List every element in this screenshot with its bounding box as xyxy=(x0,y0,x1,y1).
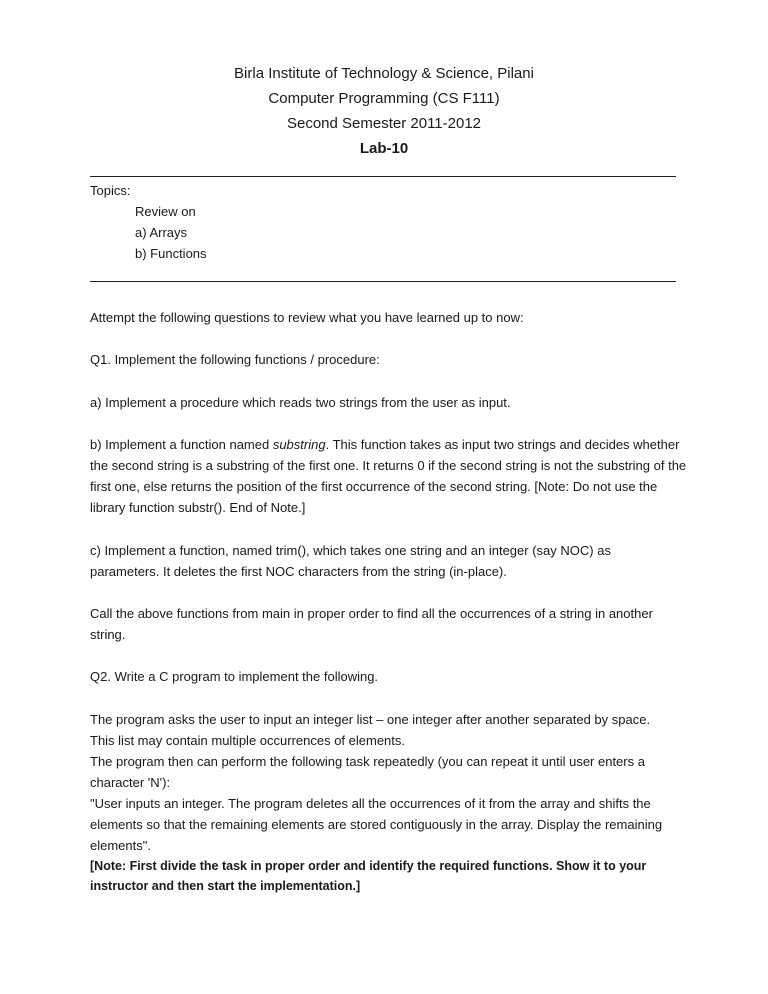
intro-text: Attempt the following questions to review what you have learned up to now: xyxy=(90,310,524,325)
q2-paragraph-1 xyxy=(90,709,658,751)
q2-note xyxy=(90,856,650,896)
semester-label: Second Semester 2011-2012 xyxy=(286,115,482,132)
q1c-text: c) Implement a function, named trim(), which takes one string and an integer (say NOC) as parameters. It deletes the first NOC characters from the string (in-place). xyxy=(90,543,611,579)
q1-title: Q1. Implement the following functions / procedure: xyxy=(90,352,380,367)
course-title: Computer Programming (CS F111) xyxy=(268,90,500,107)
q1-call-text: Call the above functions from main in proper order to find all the occurrences of a string in another string. xyxy=(90,606,653,642)
q1b-text xyxy=(90,434,690,518)
q1b-post: . This function takes as input two strings and decides whether the second string is a substring of the first one. It returns 0 if the second string is not the substring of the first one, else returns the position of the first occurrence of the second string. [Note: Do not use the library function substr(). End of Note.] xyxy=(90,437,687,515)
q1c-paragraph xyxy=(90,540,662,582)
institute-name: Birla Institute of Technology & Science, Pilani xyxy=(234,65,534,82)
topic-item: b) Functions xyxy=(135,246,207,261)
lab-number: Lab-10 xyxy=(359,140,409,157)
q2-note-text: [Note: First divide the task in proper order and identify the required functions. Show it to your instructor and then start the implementation.] xyxy=(90,859,647,893)
divider-top xyxy=(90,176,676,177)
q1b-function-name: substring xyxy=(272,437,326,452)
topics-title: Topics: xyxy=(90,183,131,198)
q2-p3-text: "User inputs an integer. The program deletes all the occurrences of it from the array and shifts the elements so that the remaining elements are stored contiguously in the array. Display the remaining elements". xyxy=(90,796,663,853)
q2-title: Q2. Write a C program to implement the following. xyxy=(90,669,379,684)
q2-p2-text: The program then can perform the following task repeatedly (you can repeat it until user enters a character 'N'): xyxy=(90,754,645,790)
q1b-pre: b) Implement a function named xyxy=(90,437,273,452)
q1-call-paragraph xyxy=(90,603,662,645)
divider-bottom xyxy=(90,281,676,282)
q2-paragraph-3 xyxy=(90,793,680,856)
q1b-paragraph xyxy=(90,434,690,518)
topics-block xyxy=(90,180,207,264)
q1a-text: a) Implement a procedure which reads two strings from the user as input. xyxy=(90,395,511,410)
q1-heading xyxy=(90,349,696,370)
topic-item: a) Arrays xyxy=(135,225,188,240)
q1a-paragraph xyxy=(90,392,696,413)
q2-heading xyxy=(90,666,696,687)
document-header xyxy=(0,61,768,161)
intro-paragraph xyxy=(90,307,696,328)
q2-paragraph-2 xyxy=(90,751,696,793)
topics-review: Review on xyxy=(135,204,196,219)
q2-p1-text: The program asks the user to input an integer list – one integer after another separated by space. This list may contain multiple occurrences of elements. xyxy=(90,712,651,748)
